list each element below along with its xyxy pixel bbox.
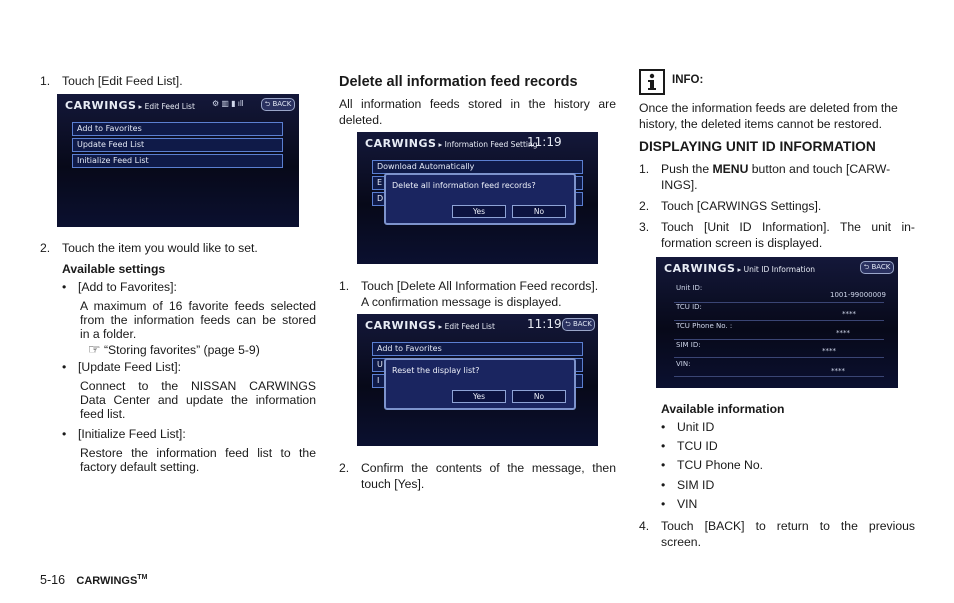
info-label: INFO:	[672, 74, 704, 86]
info-text: Once the information feeds are deleted from the history, the deleted items cannot be restored.	[639, 101, 898, 131]
tcu-id-label: TCU ID:	[676, 303, 702, 311]
bullet-description: A maximum of 16 favorite feeds selected from the information feeds can be stored in a folder.	[80, 299, 316, 341]
step-number: 4.	[639, 519, 650, 533]
menu-item-add-to-favorites[interactable]: Add to Favorites	[372, 342, 583, 356]
delete-records-heading: Delete all information feed records	[339, 74, 578, 90]
pointing-hand-icon: ☞	[88, 341, 101, 357]
unit-id-information-screen	[656, 257, 898, 388]
delete-intro: All information feeds stored in the history are deleted.	[339, 97, 616, 127]
menu-item-d[interactable]: D	[372, 192, 583, 206]
dialog-message: Delete all information feed records?	[392, 181, 536, 190]
menu-item-update-feed-list[interactable]: Update Feed List	[72, 138, 283, 152]
step-number: 1.	[339, 279, 350, 293]
tcu-phone-value: ****	[836, 329, 850, 337]
page-number: 5-16	[40, 573, 66, 587]
feed-setting-dialog-screen	[357, 132, 598, 264]
yes-button[interactable]: Yes	[452, 390, 506, 403]
confirm-dialog	[384, 173, 576, 225]
menu-item-download-automatically[interactable]: Download Automatically	[372, 160, 583, 174]
menu-button-label: MENU	[712, 162, 749, 176]
step-text: Touch the item you would like to set.	[62, 241, 258, 255]
bullet-label: [Update Feed List]:	[78, 360, 181, 374]
clock: 11:19	[527, 317, 562, 331]
trademark: TM	[137, 574, 148, 581]
available-information-heading: Available information	[661, 402, 785, 416]
step-number: 2.	[339, 461, 350, 475]
bullet-description: Connect to the NISSAN CARWINGS Data Center and update the information feed list.	[80, 379, 316, 421]
bullet-label: [Initialize Feed List]:	[78, 427, 186, 441]
carwings-logo: CARWINGS ▸ Edit Feed List	[65, 99, 195, 112]
clock: 11:19	[527, 135, 562, 149]
unit-id-heading: DISPLAYING UNIT ID INFORMATION	[639, 139, 876, 154]
carwings-logo: CARWINGS ▸ Unit ID Information	[664, 262, 816, 275]
step-text: Confirm the contents of the message, then touch [Yes].	[361, 461, 616, 491]
confirm-dialog	[384, 358, 576, 410]
step-text: Push the MENU button and touch [CARW- INGS].	[661, 162, 891, 192]
tcu-phone-label: TCU Phone No. :	[676, 322, 733, 330]
step-number: 2.	[40, 241, 51, 255]
page-reference: ☞ “Storing favorites” (page 5-9)	[88, 341, 260, 357]
yes-button[interactable]: Yes	[452, 205, 506, 218]
step-number: 1.	[639, 162, 650, 176]
step-number: 1.	[40, 74, 51, 88]
no-button[interactable]: No	[512, 390, 566, 403]
dialog-message: Reset the display list?	[392, 366, 480, 375]
carwings-logo: CARWINGS ▸ Information Feed Setting	[365, 137, 538, 150]
carwings-logo: CARWINGS ▸ Edit Feed List	[365, 319, 495, 332]
step-number: 3.	[639, 220, 650, 234]
sim-id-value: ****	[822, 347, 836, 355]
tcu-id-value: ****	[842, 310, 856, 318]
edit-feed-list-dialog-screen	[357, 314, 598, 446]
step-text: Touch [Edit Feed List].	[62, 74, 183, 88]
menu-item-add-to-favorites[interactable]: Add to Favorites	[72, 122, 283, 136]
no-button[interactable]: No	[512, 205, 566, 218]
step-number: 2.	[639, 199, 650, 213]
back-button[interactable]: ⮌ BACK	[562, 318, 595, 331]
info-icon	[639, 69, 665, 95]
bullet-label: [Add to Favorites]:	[78, 280, 177, 294]
menu-item-i[interactable]: I	[372, 374, 583, 388]
back-button[interactable]: ⮌ BACK	[860, 261, 894, 274]
available-settings-heading: Available settings	[62, 262, 166, 276]
unit-id-label: Unit ID:	[676, 284, 703, 292]
step-text: Touch [Delete All Information Feed records]. A confirmation message is displayed.	[361, 279, 599, 309]
step-text: Touch [Unit ID Information]. The unit in- formation screen is displayed.	[661, 220, 915, 250]
step-text: Touch [CARWINGS Settings].	[661, 199, 822, 213]
status-icons: ⚙ ▥ ▮ ıll	[212, 99, 244, 108]
sim-id-label: SIM ID:	[676, 341, 701, 349]
back-button[interactable]: ⮌ BACK	[261, 98, 295, 111]
step-text: Touch [BACK] to return to the previous screen.	[661, 519, 915, 549]
menu-item-u[interactable]: U	[372, 358, 583, 372]
menu-item-e[interactable]: E	[372, 176, 583, 190]
unit-id-value: 1001-99000009	[830, 291, 886, 299]
vin-label: VIN:	[676, 360, 691, 368]
edit-feed-list-screen	[57, 94, 299, 227]
bullet-description: Restore the information feed list to the factory default setting.	[80, 446, 316, 474]
section-name: CARWINGS	[76, 575, 138, 587]
page-footer	[40, 573, 147, 587]
vin-value: ****	[831, 367, 845, 375]
menu-item-initialize-feed-list[interactable]: Initialize Feed List	[72, 154, 283, 168]
